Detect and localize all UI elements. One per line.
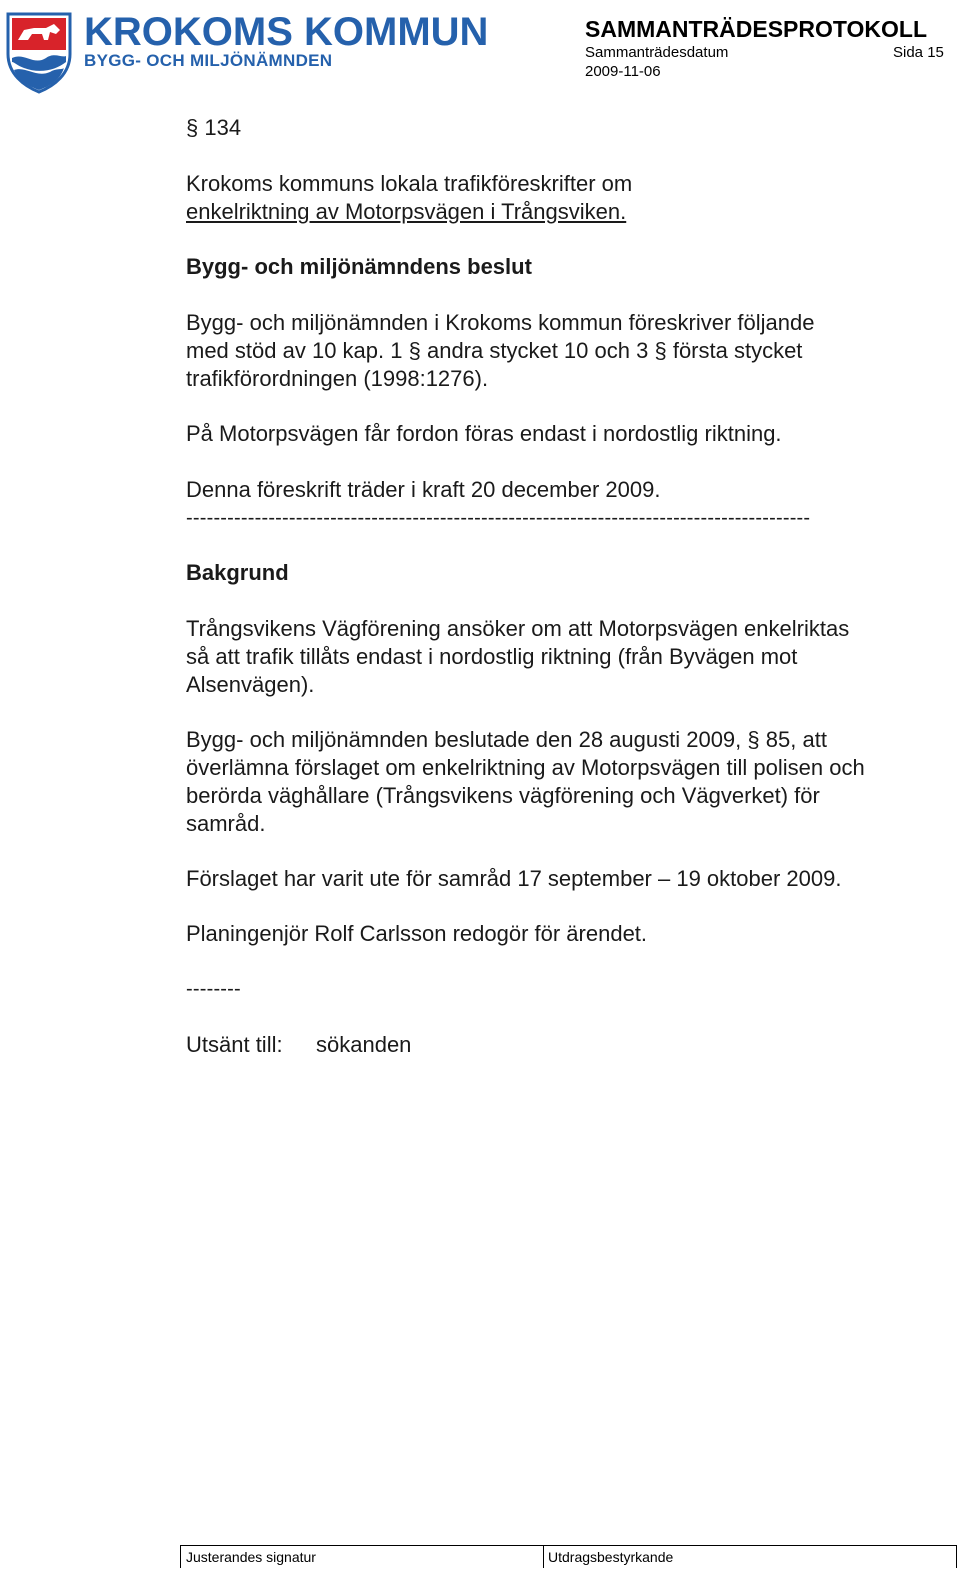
extract-label: Utdragsbestyrkande <box>548 1549 674 1565</box>
background-p1-line-2: så att trafik tillåts endast i nordostlig riktning (från Byvägen mot <box>186 644 798 669</box>
background-heading: Bakgrund <box>186 560 289 585</box>
background-p4: Planingenjör Rolf Carlsson redogör för ärendet. <box>186 921 648 946</box>
background-p2-line-1 <box>186 726 827 754</box>
municipality-crest-icon <box>4 10 74 94</box>
document-title: SAMMANTRÄDESPROTOKOLL <box>585 16 928 42</box>
background-p2-line-3: berörda väghållare (Trångsvikens vägförening och Vägverket) för <box>186 783 820 808</box>
background-p2-line-2: överlämna förslaget om enkelriktning av Motorpsvägen till polisen och <box>186 755 865 780</box>
logo-subtitle: BYGG- OCH MILJÖNÄMNDEN <box>84 51 333 70</box>
meeting-date: 2009-11-06 <box>585 63 661 80</box>
decision-line-2 <box>186 337 802 365</box>
short-separator: -------- <box>186 978 241 1000</box>
background-p2-line-4: samråd. <box>186 811 266 836</box>
separator-line: ------------------------------------------------------------------------------------------- <box>186 507 811 529</box>
decision-line-2-part-b: andra stycket 10 och 3 <box>426 338 649 363</box>
section-symbol: § <box>186 115 199 140</box>
decision-line-1: Bygg- och miljönämnden i Krokoms kommun föreskriver följande <box>186 310 815 335</box>
sent-to-value: sökanden <box>316 1032 412 1057</box>
background-p2-line-1-part-b: 85, att <box>765 727 827 752</box>
decision-line-3: trafikförordningen (1998:1276). <box>186 366 489 391</box>
background-p3: Förslaget har varit ute för samråd 17 september – 19 oktober 2009. <box>186 866 842 891</box>
date-label: Sammanträdesdatum <box>585 44 729 61</box>
section-symbol: § <box>408 338 421 363</box>
decision-heading: Bygg- och miljönämndens beslut <box>186 254 532 279</box>
decision-rule: På Motorpsvägen får fordon föras endast i nordostlig riktning. <box>186 421 782 446</box>
subject-line-2: enkelriktning av Motorpsvägen i Trångsviken. <box>186 199 627 224</box>
section-symbol: § <box>654 338 667 363</box>
decision-line-2-part-c: första stycket <box>672 338 803 363</box>
paragraph-number: 134 <box>204 115 242 140</box>
page-number: Sida 15 <box>893 44 944 61</box>
logo-title: KROKOMS KOMMUN <box>84 10 489 54</box>
paragraph-number-line <box>186 114 241 142</box>
background-p1-line-3: Alsenvägen). <box>186 672 315 697</box>
decision-effective-date: Denna föreskrift träder i kraft 20 december 2009. <box>186 477 661 502</box>
section-symbol: § <box>747 727 760 752</box>
sent-to-label: Utsänt till: <box>186 1032 283 1057</box>
subject-line-1: Krokoms kommuns lokala trafikföreskrifter om <box>186 171 633 196</box>
background-p2-line-1-part-a: Bygg- och miljönämnden beslutade den 28 augusti 2009, <box>186 727 742 752</box>
background-p1-line-1: Trångsvikens Vägförening ansöker om att Motorpsvägen enkelriktas <box>186 616 850 641</box>
decision-line-2-part-a: med stöd av 10 kap. 1 <box>186 338 403 363</box>
signature-label: Justerandes signatur <box>186 1549 316 1565</box>
